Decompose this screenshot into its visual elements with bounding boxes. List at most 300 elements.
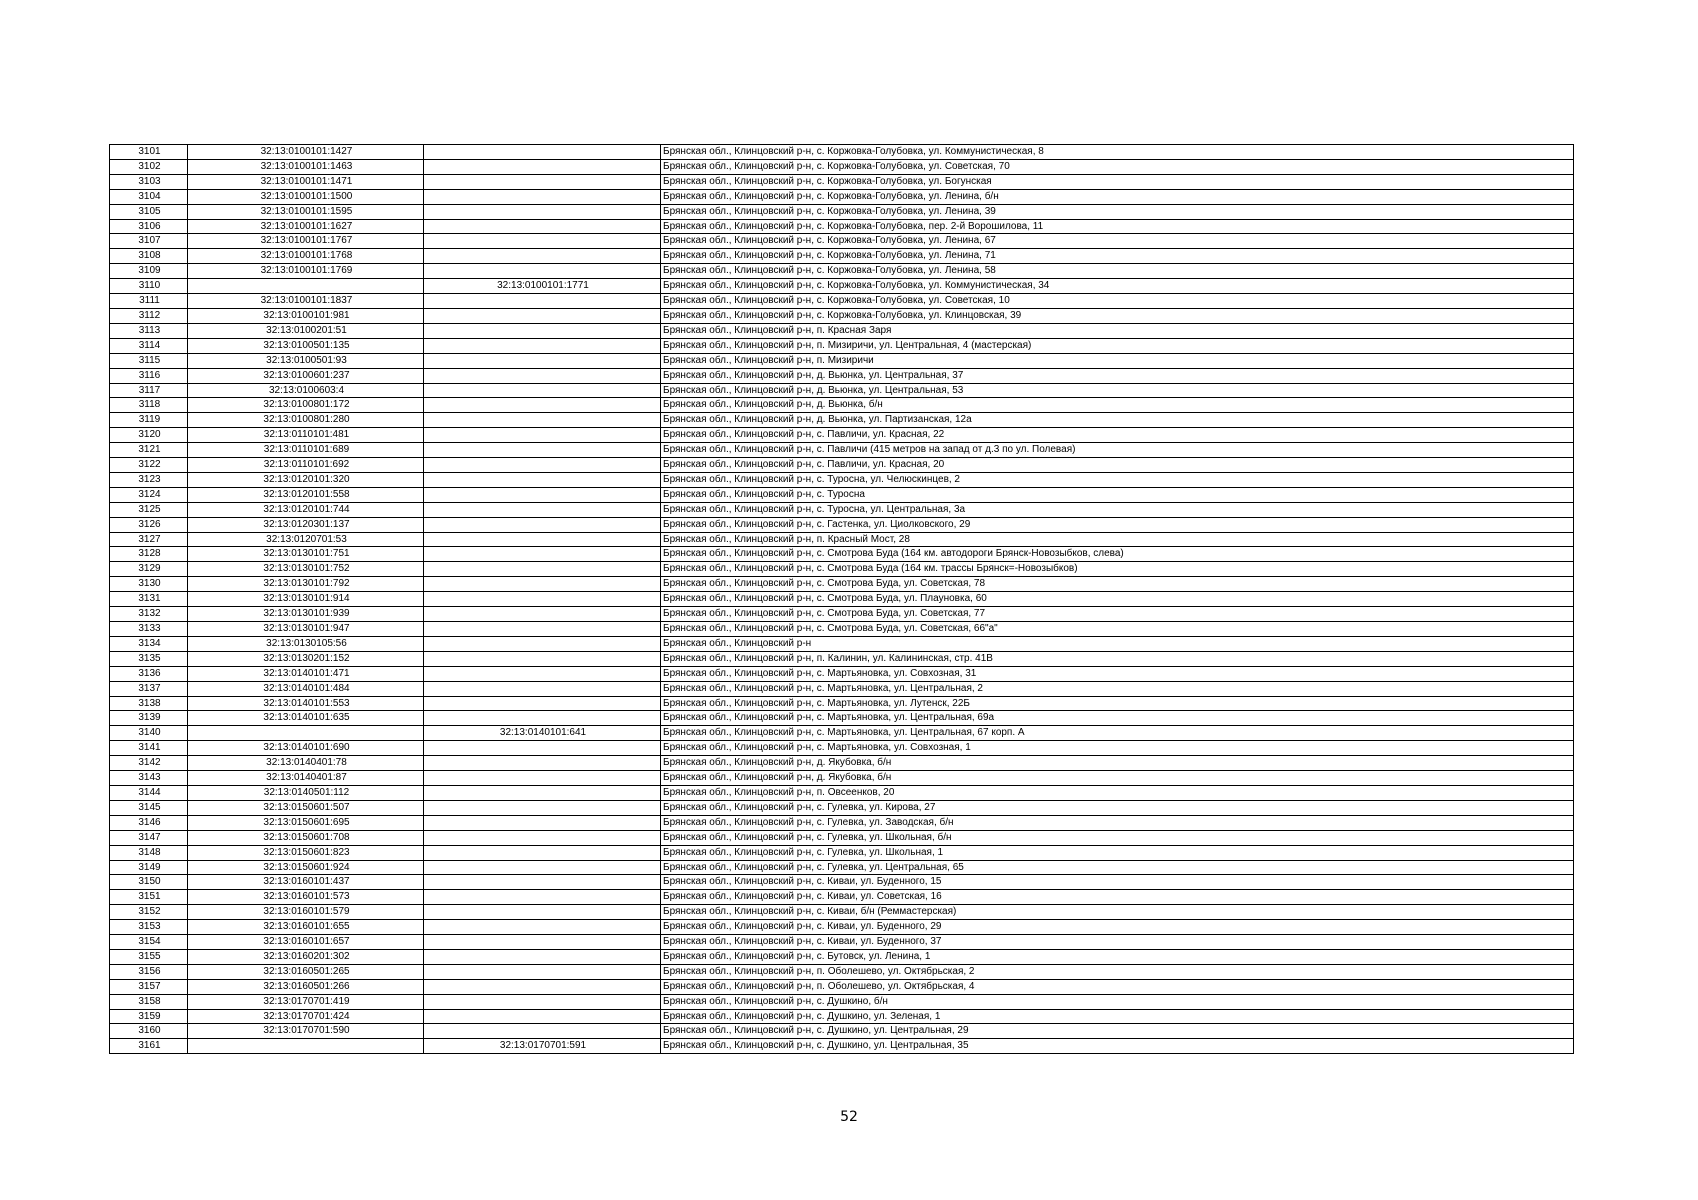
cadastral-number-cell: 32:13:0120101:558: [188, 487, 424, 502]
row-number-cell: 3117: [110, 383, 188, 398]
property-table: [109, 144, 1574, 1054]
row-number-cell: 3132: [110, 607, 188, 622]
table-row: [110, 219, 1574, 234]
row-number-cell: 3152: [110, 905, 188, 920]
table-row: [110, 279, 1574, 294]
row-number-cell: 3101: [110, 145, 188, 160]
row-number-cell: 3119: [110, 413, 188, 428]
address-cell: Брянская обл., Клинцовский р-н, с. Павличи, ул. Красная, 20: [661, 458, 1574, 473]
address-cell: Брянская обл., Клинцовский р-н, д. Якубовка, б/н: [661, 756, 1574, 771]
address-cell: Брянская обл., Клинцовский р-н, с. Коржовка-Голубовка, ул. Ленина, 39: [661, 204, 1574, 219]
cadastral-number-cell: [188, 726, 424, 741]
cadastral-number-alt-cell: [424, 666, 661, 681]
table-row: [110, 413, 1574, 428]
cadastral-number-cell: 32:13:0130101:914: [188, 592, 424, 607]
cadastral-number-alt-cell: [424, 398, 661, 413]
cadastral-number-alt-cell: [424, 472, 661, 487]
cadastral-number-cell: 32:13:0160101:437: [188, 875, 424, 890]
cadastral-number-alt-cell: [424, 979, 661, 994]
cadastral-number-alt-cell: [424, 502, 661, 517]
address-cell: Брянская обл., Клинцовский р-н, д. Вьюнка, ул. Партизанская, 12а: [661, 413, 1574, 428]
cadastral-number-alt-cell: [424, 681, 661, 696]
row-number-cell: 3158: [110, 994, 188, 1009]
cadastral-number-alt-cell: [424, 696, 661, 711]
table-row: [110, 562, 1574, 577]
cadastral-number-cell: 32:13:0100201:51: [188, 323, 424, 338]
row-number-cell: 3151: [110, 890, 188, 905]
table-row: [110, 234, 1574, 249]
address-cell: Брянская обл., Клинцовский р-н, с. Киваи, ул. Буденного, 15: [661, 875, 1574, 890]
cadastral-number-alt-cell: [424, 174, 661, 189]
cadastral-number-alt-cell: [424, 249, 661, 264]
cadastral-number-cell: 32:13:0150601:695: [188, 815, 424, 830]
cadastral-number-cell: 32:13:0150601:924: [188, 860, 424, 875]
address-cell: Брянская обл., Клинцовский р-н, с. Мартьяновка, ул. Центральная, 67 корп. А: [661, 726, 1574, 741]
cadastral-number-alt-cell: [424, 368, 661, 383]
cadastral-number-cell: 32:13:0140101:635: [188, 711, 424, 726]
address-cell: Брянская обл., Клинцовский р-н, с. Коржовка-Голубовка, пер. 2-й Ворошилова, 11: [661, 219, 1574, 234]
row-number-cell: 3121: [110, 443, 188, 458]
table-row: [110, 830, 1574, 845]
cadastral-number-alt-cell: [424, 204, 661, 219]
cadastral-number-alt-cell: [424, 994, 661, 1009]
cadastral-number-cell: 32:13:0140501:112: [188, 785, 424, 800]
address-cell: Брянская обл., Клинцовский р-н, с. Гулевка, ул. Школьная, 1: [661, 845, 1574, 860]
address-cell: Брянская обл., Клинцовский р-н, с. Душкино, ул. Центральная, 35: [661, 1039, 1574, 1054]
cadastral-number-alt-cell: [424, 428, 661, 443]
cadastral-number-cell: 32:13:0100101:1595: [188, 204, 424, 219]
cadastral-number-cell: 32:13:0170701:590: [188, 1024, 424, 1039]
cadastral-number-alt-cell: [424, 219, 661, 234]
table-row: [110, 964, 1574, 979]
table-row: [110, 294, 1574, 309]
cadastral-number-cell: 32:13:0150601:507: [188, 800, 424, 815]
row-number-cell: 3147: [110, 830, 188, 845]
row-number-cell: 3113: [110, 323, 188, 338]
table-row: [110, 517, 1574, 532]
row-number-cell: 3136: [110, 666, 188, 681]
address-cell: Брянская обл., Клинцовский р-н, с. Киваи, ул. Буденного, 37: [661, 935, 1574, 950]
row-number-cell: 3130: [110, 577, 188, 592]
table-row: [110, 1009, 1574, 1024]
row-number-cell: 3104: [110, 189, 188, 204]
row-number-cell: 3148: [110, 845, 188, 860]
cadastral-number-cell: 32:13:0100101:981: [188, 308, 424, 323]
address-cell: Брянская обл., Клинцовский р-н, с. Мартьяновка, ул. Центральная, 2: [661, 681, 1574, 696]
table-row: [110, 756, 1574, 771]
cadastral-number-alt-cell: [424, 815, 661, 830]
table-row: [110, 905, 1574, 920]
address-cell: Брянская обл., Клинцовский р-н, с. Коржовка-Голубовка, ул. Коммунистическая, 8: [661, 145, 1574, 160]
cadastral-number-cell: [188, 279, 424, 294]
row-number-cell: 3123: [110, 472, 188, 487]
cadastral-number-cell: 32:13:0100501:93: [188, 353, 424, 368]
table-row: [110, 323, 1574, 338]
cadastral-number-alt-cell: [424, 413, 661, 428]
address-cell: Брянская обл., Клинцовский р-н, п. Мизиричи: [661, 353, 1574, 368]
cadastral-number-alt-cell: [424, 741, 661, 756]
cadastral-number-cell: 32:13:0100601:237: [188, 368, 424, 383]
table-row: [110, 547, 1574, 562]
table-row: [110, 458, 1574, 473]
cadastral-number-cell: 32:13:0100101:1767: [188, 234, 424, 249]
row-number-cell: 3145: [110, 800, 188, 815]
address-cell: Брянская обл., Клинцовский р-н, п. Красный Мост, 28: [661, 532, 1574, 547]
cadastral-number-alt-cell: [424, 622, 661, 637]
address-cell: Брянская обл., Клинцовский р-н, с. Павличи (415 метров на запад от д.3 по ул. Полевая): [661, 443, 1574, 458]
row-number-cell: 3157: [110, 979, 188, 994]
table-row: [110, 577, 1574, 592]
cadastral-number-alt-cell: [424, 890, 661, 905]
cadastral-number-cell: 32:13:0160201:302: [188, 949, 424, 964]
cadastral-number-cell: 32:13:0130101:792: [188, 577, 424, 592]
cadastral-number-alt-cell: 32:13:0140101:641: [424, 726, 661, 741]
cadastral-number-alt-cell: [424, 905, 661, 920]
row-number-cell: 3111: [110, 294, 188, 309]
cadastral-number-cell: 32:13:0100101:1768: [188, 249, 424, 264]
cadastral-number-alt-cell: [424, 949, 661, 964]
cadastral-number-cell: 32:13:0130101:947: [188, 622, 424, 637]
address-cell: Брянская обл., Клинцовский р-н, с. Смотрова Буда, ул. Советская, 77: [661, 607, 1574, 622]
row-number-cell: 3102: [110, 159, 188, 174]
cadastral-number-cell: 32:13:0110101:481: [188, 428, 424, 443]
cadastral-number-alt-cell: [424, 353, 661, 368]
address-cell: Брянская обл., Клинцовский р-н, с. Смотрова Буда, ул. Советская, 78: [661, 577, 1574, 592]
address-cell: Брянская обл., Клинцовский р-н, с. Туросна, ул. Челюскинцев, 2: [661, 472, 1574, 487]
row-number-cell: 3114: [110, 338, 188, 353]
table-row: [110, 636, 1574, 651]
cadastral-number-cell: 32:13:0160501:265: [188, 964, 424, 979]
cadastral-number-cell: 32:13:0100101:1500: [188, 189, 424, 204]
table-row: [110, 174, 1574, 189]
table-row: [110, 800, 1574, 815]
row-number-cell: 3156: [110, 964, 188, 979]
address-cell: Брянская обл., Клинцовский р-н, с. Коржовка-Голубовка, ул. Ленина, 71: [661, 249, 1574, 264]
address-cell: Брянская обл., Клинцовский р-н, с. Киваи, ул. Советская, 16: [661, 890, 1574, 905]
cadastral-number-alt-cell: [424, 532, 661, 547]
row-number-cell: 3140: [110, 726, 188, 741]
cadastral-number-cell: 32:13:0170701:424: [188, 1009, 424, 1024]
row-number-cell: 3142: [110, 756, 188, 771]
cadastral-number-cell: 32:13:0140101:484: [188, 681, 424, 696]
table-row: [110, 487, 1574, 502]
cadastral-number-cell: 32:13:0120301:137: [188, 517, 424, 532]
cadastral-number-alt-cell: [424, 294, 661, 309]
row-number-cell: 3105: [110, 204, 188, 219]
table-row: [110, 681, 1574, 696]
row-number-cell: 3137: [110, 681, 188, 696]
table-row: [110, 592, 1574, 607]
row-number-cell: 3124: [110, 487, 188, 502]
cadastral-number-cell: 32:13:0100101:1769: [188, 264, 424, 279]
table-row: [110, 1024, 1574, 1039]
cadastral-number-alt-cell: [424, 383, 661, 398]
cadastral-number-cell: 32:13:0100101:1463: [188, 159, 424, 174]
cadastral-number-alt-cell: [424, 145, 661, 160]
row-number-cell: 3154: [110, 935, 188, 950]
table-row: [110, 443, 1574, 458]
cadastral-number-cell: 32:13:0160101:579: [188, 905, 424, 920]
address-cell: Брянская обл., Клинцовский р-н, с. Гулевка, ул. Кирова, 27: [661, 800, 1574, 815]
row-number-cell: 3129: [110, 562, 188, 577]
cadastral-number-alt-cell: [424, 159, 661, 174]
cadastral-number-alt-cell: [424, 517, 661, 532]
address-cell: Брянская обл., Клинцовский р-н, с. Смотрова Буда (164 км. автодороги Брянск-Новозыбков, слева): [661, 547, 1574, 562]
row-number-cell: 3112: [110, 308, 188, 323]
table-row: [110, 472, 1574, 487]
cadastral-number-alt-cell: [424, 845, 661, 860]
address-cell: Брянская обл., Клинцовский р-н, с. Коржовка-Голубовка, ул. Клинцовская, 39: [661, 308, 1574, 323]
row-number-cell: 3109: [110, 264, 188, 279]
table-row: [110, 204, 1574, 219]
cadastral-number-alt-cell: [424, 964, 661, 979]
address-cell: Брянская обл., Клинцовский р-н, п. Оболешево, ул. Октябрьская, 4: [661, 979, 1574, 994]
cadastral-number-alt-cell: [424, 860, 661, 875]
cadastral-number-cell: 32:13:0110101:692: [188, 458, 424, 473]
address-cell: Брянская обл., Клинцовский р-н, с. Киваи, ул. Буденного, 29: [661, 920, 1574, 935]
address-cell: Брянская обл., Клинцовский р-н, с. Смотрова Буда (164 км. трассы Брянск=-Новозыбков): [661, 562, 1574, 577]
table-row: [110, 935, 1574, 950]
cadastral-number-cell: 32:13:0100603:4: [188, 383, 424, 398]
cadastral-number-cell: 32:13:0110101:689: [188, 443, 424, 458]
address-cell: Брянская обл., Клинцовский р-н, д. Якубовка, б/н: [661, 771, 1574, 786]
address-cell: Брянская обл., Клинцовский р-н, с. Киваи, б/н (Реммастерская): [661, 905, 1574, 920]
cadastral-number-cell: 32:13:0150601:823: [188, 845, 424, 860]
cadastral-number-cell: 32:13:0100101:1427: [188, 145, 424, 160]
cadastral-number-cell: 32:13:0100801:280: [188, 413, 424, 428]
row-number-cell: 3155: [110, 949, 188, 964]
cadastral-number-cell: 32:13:0140101:553: [188, 696, 424, 711]
table-row: [110, 994, 1574, 1009]
table-row: [110, 949, 1574, 964]
cadastral-number-alt-cell: [424, 577, 661, 592]
row-number-cell: 3144: [110, 785, 188, 800]
address-cell: Брянская обл., Клинцовский р-н, с. Туросна, ул. Центральная, 3а: [661, 502, 1574, 517]
address-cell: Брянская обл., Клинцовский р-н, с. Коржовка-Голубовка, ул. Советская, 10: [661, 294, 1574, 309]
cadastral-number-alt-cell: [424, 875, 661, 890]
cadastral-number-alt-cell: 32:13:0100101:1771: [424, 279, 661, 294]
table-row: [110, 890, 1574, 905]
table-row: [110, 785, 1574, 800]
table-row: [110, 741, 1574, 756]
table-row: [110, 338, 1574, 353]
table-row: [110, 696, 1574, 711]
address-cell: Брянская обл., Клинцовский р-н: [661, 636, 1574, 651]
table-row: [110, 1039, 1574, 1054]
address-cell: Брянская обл., Клинцовский р-н, с. Коржовка-Голубовка, ул. Ленина, 58: [661, 264, 1574, 279]
table-row: [110, 353, 1574, 368]
row-number-cell: 3107: [110, 234, 188, 249]
row-number-cell: 3115: [110, 353, 188, 368]
cadastral-number-alt-cell: [424, 458, 661, 473]
cadastral-number-alt-cell: [424, 338, 661, 353]
table-row: [110, 860, 1574, 875]
address-cell: Брянская обл., Клинцовский р-н, с. Коржовка-Голубовка, ул. Советская, 70: [661, 159, 1574, 174]
address-cell: Брянская обл., Клинцовский р-н, с. Коржовка-Голубовка, ул. Богунская: [661, 174, 1574, 189]
address-cell: Брянская обл., Клинцовский р-н, с. Коржовка-Голубовка, ул. Ленина, 67: [661, 234, 1574, 249]
address-cell: Брянская обл., Клинцовский р-н, д. Вьюнка, ул. Центральная, 37: [661, 368, 1574, 383]
address-cell: Брянская обл., Клинцовский р-н, п. Мизиричи, ул. Центральная, 4 (мастерская): [661, 338, 1574, 353]
cadastral-number-cell: 32:13:0150601:708: [188, 830, 424, 845]
cadastral-number-cell: 32:13:0100101:1837: [188, 294, 424, 309]
row-number-cell: 3150: [110, 875, 188, 890]
address-cell: Брянская обл., Клинцовский р-н, п. Овсеенков, 20: [661, 785, 1574, 800]
table-row: [110, 428, 1574, 443]
address-cell: Брянская обл., Клинцовский р-н, с. Душкино, ул. Зеленая, 1: [661, 1009, 1574, 1024]
table-row: [110, 875, 1574, 890]
cadastral-number-alt-cell: 32:13:0170701:591: [424, 1039, 661, 1054]
cadastral-number-alt-cell: [424, 592, 661, 607]
row-number-cell: 3103: [110, 174, 188, 189]
address-cell: Брянская обл., Клинцовский р-н, с. Павличи, ул. Красная, 22: [661, 428, 1574, 443]
cadastral-number-alt-cell: [424, 607, 661, 622]
table-row: [110, 398, 1574, 413]
row-number-cell: 3135: [110, 651, 188, 666]
row-number-cell: 3139: [110, 711, 188, 726]
row-number-cell: 3153: [110, 920, 188, 935]
cadastral-number-cell: 32:13:0160501:266: [188, 979, 424, 994]
cadastral-number-cell: 32:13:0160101:655: [188, 920, 424, 935]
row-number-cell: 3106: [110, 219, 188, 234]
cadastral-number-cell: 32:13:0130105:56: [188, 636, 424, 651]
cadastral-number-cell: 32:13:0100101:1627: [188, 219, 424, 234]
row-number-cell: 3122: [110, 458, 188, 473]
cadastral-number-alt-cell: [424, 920, 661, 935]
address-cell: Брянская обл., Клинцовский р-н, д. Вьюнка, ул. Центральная, 53: [661, 383, 1574, 398]
table-row: [110, 920, 1574, 935]
address-cell: Брянская обл., Клинцовский р-н, с. Гулевка, ул. Центральная, 65: [661, 860, 1574, 875]
cadastral-number-cell: 32:13:0120701:53: [188, 532, 424, 547]
cadastral-number-alt-cell: [424, 830, 661, 845]
address-cell: Брянская обл., Клинцовский р-н, с. Мартьяновка, ул. Совхозная, 31: [661, 666, 1574, 681]
address-cell: Брянская обл., Клинцовский р-н, с. Бутовск, ул. Ленина, 1: [661, 949, 1574, 964]
address-cell: Брянская обл., Клинцовский р-н, п. Оболешево, ул. Октябрьская, 2: [661, 964, 1574, 979]
row-number-cell: 3118: [110, 398, 188, 413]
row-number-cell: 3143: [110, 771, 188, 786]
table-row: [110, 666, 1574, 681]
row-number-cell: 3128: [110, 547, 188, 562]
address-cell: Брянская обл., Клинцовский р-н, с. Душкино, ул. Центральная, 29: [661, 1024, 1574, 1039]
table-row: [110, 368, 1574, 383]
table-row: [110, 249, 1574, 264]
cadastral-number-alt-cell: [424, 711, 661, 726]
table-row: [110, 726, 1574, 741]
table-row: [110, 607, 1574, 622]
cadastral-number-alt-cell: [424, 1009, 661, 1024]
cadastral-number-alt-cell: [424, 800, 661, 815]
table-row: [110, 711, 1574, 726]
cadastral-number-alt-cell: [424, 443, 661, 458]
address-cell: Брянская обл., Клинцовский р-н, с. Мартьяновка, ул. Совхозная, 1: [661, 741, 1574, 756]
table-row: [110, 815, 1574, 830]
cadastral-number-alt-cell: [424, 651, 661, 666]
cadastral-number-cell: 32:13:0100101:1471: [188, 174, 424, 189]
cadastral-number-alt-cell: [424, 234, 661, 249]
cadastral-number-alt-cell: [424, 308, 661, 323]
address-cell: Брянская обл., Клинцовский р-н, д. Вьюнка, б/н: [661, 398, 1574, 413]
row-number-cell: 3108: [110, 249, 188, 264]
address-cell: Брянская обл., Клинцовский р-н, с. Туросна: [661, 487, 1574, 502]
cadastral-number-alt-cell: [424, 189, 661, 204]
row-number-cell: 3160: [110, 1024, 188, 1039]
address-cell: Брянская обл., Клинцовский р-н, с. Мартьяновка, ул. Лутенск, 22Б: [661, 696, 1574, 711]
cadastral-number-cell: 32:13:0100501:135: [188, 338, 424, 353]
cadastral-number-alt-cell: [424, 935, 661, 950]
row-number-cell: 3116: [110, 368, 188, 383]
cadastral-number-cell: 32:13:0170701:419: [188, 994, 424, 1009]
address-cell: Брянская обл., Клинцовский р-н, п. Красная Заря: [661, 323, 1574, 338]
row-number-cell: 3126: [110, 517, 188, 532]
page-number: 52: [840, 1109, 858, 1125]
address-cell: Брянская обл., Клинцовский р-н, с. Смотрова Буда, ул. Советская, 66"а": [661, 622, 1574, 637]
table-row: [110, 189, 1574, 204]
cadastral-number-alt-cell: [424, 785, 661, 800]
cadastral-number-alt-cell: [424, 323, 661, 338]
cadastral-number-cell: 32:13:0140401:78: [188, 756, 424, 771]
address-cell: Брянская обл., Клинцовский р-н, с. Коржовка-Голубовка, ул. Коммунистическая, 34: [661, 279, 1574, 294]
cadastral-number-alt-cell: [424, 562, 661, 577]
cadastral-number-alt-cell: [424, 547, 661, 562]
table-row: [110, 622, 1574, 637]
row-number-cell: 3141: [110, 741, 188, 756]
row-number-cell: 3110: [110, 279, 188, 294]
row-number-cell: 3146: [110, 815, 188, 830]
cadastral-number-alt-cell: [424, 264, 661, 279]
row-number-cell: 3138: [110, 696, 188, 711]
cadastral-number-cell: 32:13:0120101:320: [188, 472, 424, 487]
row-number-cell: 3127: [110, 532, 188, 547]
cadastral-number-cell: 32:13:0130101:751: [188, 547, 424, 562]
address-cell: Брянская обл., Клинцовский р-н, с. Гастенка, ул. Циолковского, 29: [661, 517, 1574, 532]
row-number-cell: 3149: [110, 860, 188, 875]
address-cell: Брянская обл., Клинцовский р-н, п. Калинин, ул. Калининская, стр. 41В: [661, 651, 1574, 666]
cadastral-number-cell: [188, 1039, 424, 1054]
cadastral-number-cell: 32:13:0120101:744: [188, 502, 424, 517]
address-cell: Брянская обл., Клинцовский р-н, с. Коржовка-Голубовка, ул. Ленина, б/н: [661, 189, 1574, 204]
row-number-cell: 3161: [110, 1039, 188, 1054]
cadastral-number-alt-cell: [424, 487, 661, 502]
cadastral-number-cell: 32:13:0130101:752: [188, 562, 424, 577]
cadastral-number-alt-cell: [424, 756, 661, 771]
row-number-cell: 3134: [110, 636, 188, 651]
table-row: [110, 845, 1574, 860]
address-cell: Брянская обл., Клинцовский р-н, с. Душкино, б/н: [661, 994, 1574, 1009]
table-row: [110, 532, 1574, 547]
address-cell: Брянская обл., Клинцовский р-н, с. Гулевка, ул. Школьная, б/н: [661, 830, 1574, 845]
cadastral-number-cell: 32:13:0140401:87: [188, 771, 424, 786]
cadastral-number-cell: 32:13:0160101:657: [188, 935, 424, 950]
cadastral-number-cell: 32:13:0140101:690: [188, 741, 424, 756]
cadastral-number-alt-cell: [424, 771, 661, 786]
property-table-body: [110, 145, 1574, 1054]
row-number-cell: 3159: [110, 1009, 188, 1024]
address-cell: Брянская обл., Клинцовский р-н, с. Смотрова Буда, ул. Плауновка, 60: [661, 592, 1574, 607]
cadastral-number-alt-cell: [424, 636, 661, 651]
table-row: [110, 308, 1574, 323]
cadastral-number-cell: 32:13:0130201:152: [188, 651, 424, 666]
row-number-cell: 3120: [110, 428, 188, 443]
table-row: [110, 979, 1574, 994]
address-cell: Брянская обл., Клинцовский р-н, с. Мартьяновка, ул. Центральная, 69а: [661, 711, 1574, 726]
cadastral-number-cell: 32:13:0130101:939: [188, 607, 424, 622]
table-row: [110, 771, 1574, 786]
table-row: [110, 651, 1574, 666]
table-row: [110, 159, 1574, 174]
table-row: [110, 502, 1574, 517]
cadastral-number-cell: 32:13:0160101:573: [188, 890, 424, 905]
table-row: [110, 383, 1574, 398]
cadastral-number-alt-cell: [424, 1024, 661, 1039]
